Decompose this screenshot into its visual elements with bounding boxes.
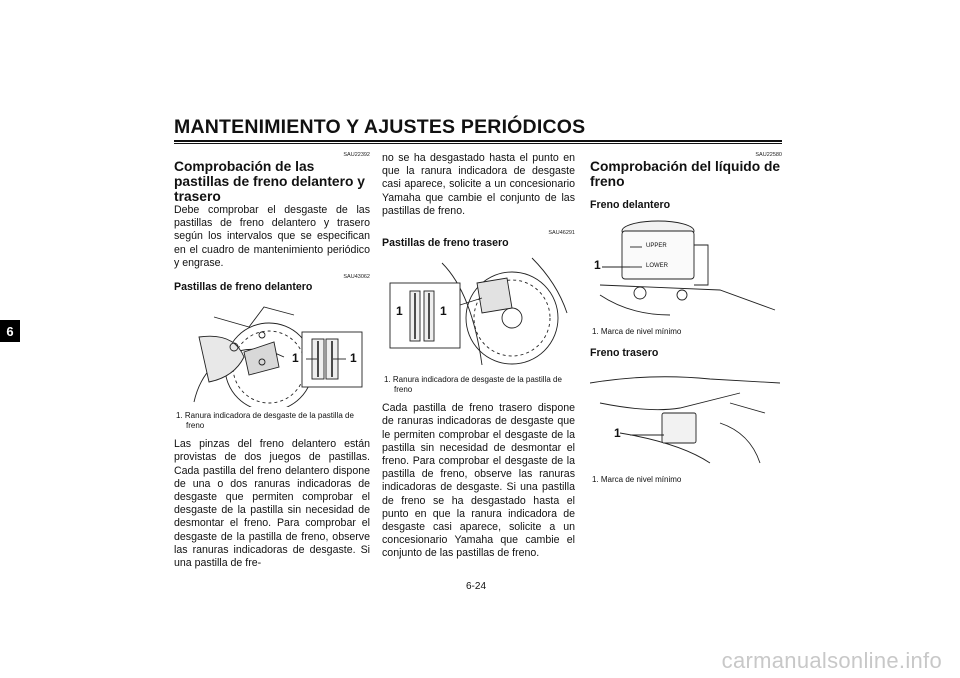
callout-number: 1 <box>292 351 299 366</box>
body-paragraph: Cada pastilla de freno trasero dispone de ranuras indicadoras de desgaste que le permiten comprobar el desgaste de la pastilla sin necesidad de desmontar el freno. Para comprobar el desgaste de la pastilla de freno, observe las ranuras indicadoras de desgaste. Si una pastilla de freno se ha desgastado hasta el punto en que la ranura indicadora de desgaste casi aparece, solicite a un concesionario Yamaha que cambie el conjunto de las pastillas de freno. <box>382 402 575 560</box>
section-code: SAU43062 <box>343 274 370 281</box>
figure-caption: 1. Marca de nivel mínimo <box>592 474 682 484</box>
section-code: SAU46291 <box>548 230 575 237</box>
column-2 <box>382 152 575 561</box>
front-brake-pads-figure <box>174 297 370 407</box>
callout-number: 1 <box>350 351 357 366</box>
rear-reservoir-figure <box>590 363 782 471</box>
callout-number: 1 <box>594 258 601 272</box>
intro-paragraph: Debe comprobar el desgaste de las pastillas de freno delantero y trasero según los intervalos que se especifican en el cuadro de mantenimiento periódico y engrase. <box>174 204 370 269</box>
figure-caption: 1. Ranura indicadora de desgaste de la pastilla de freno <box>176 411 354 430</box>
section-code: SAU22580 <box>755 152 782 158</box>
upper-mark-label: UPPER <box>646 243 667 249</box>
column-3 <box>590 152 782 484</box>
callout-number: 1 <box>396 304 403 319</box>
front-reservoir-figure <box>590 215 782 323</box>
chapter-tab: 6 <box>0 320 20 342</box>
rear-brake-pads-figure <box>382 253 575 371</box>
column-1 <box>174 152 370 570</box>
figure-caption: 1. Ranura indicadora de desgaste de la pastilla de freno <box>384 375 562 394</box>
body-paragraph: Las pinzas del freno delantero están provistas de dos juegos de pastillas. Cada pastilla del freno delantero dispone de una o dos ranuras indicadoras de desgaste que permiten comprobar el desgaste de la pastilla sin necesidad de desmontar el freno. Para comprobar el desgaste de la pastilla de freno, observe las ranuras indicadoras de desgaste. Si una pastilla de fre- <box>174 438 370 570</box>
section-heading: Comprobación del líquido de freno <box>590 159 781 189</box>
watermark: carmanualsonline.info <box>721 648 942 673</box>
rear-reservoir-illustration <box>590 363 782 471</box>
subheading-rear-pads: Pastillas de freno trasero <box>382 237 509 250</box>
section-code: SAU22392 <box>343 152 370 158</box>
rear-caliper-illustration <box>382 253 575 371</box>
subheading-rear-brake: Freno trasero <box>590 346 659 359</box>
subheading-front-brake: Freno delantero <box>590 199 671 211</box>
front-caliper-illustration <box>174 297 370 407</box>
subheading-front-pads: Pastillas de freno delantero <box>174 281 313 294</box>
page-number: 6-24 <box>466 581 487 592</box>
lower-mark-label: LOWER <box>646 263 669 269</box>
continuation-paragraph: no se ha desgastado hasta el punto en que la ranura indicadora de desgaste casi aparece, solicite a un concesionario Yamaha que cambie el conjunto de las pastillas de freno. <box>382 152 575 217</box>
header-rule <box>174 140 782 142</box>
figure-caption: 1. Marca de nivel mínimo <box>592 327 682 336</box>
header-rule-thin <box>174 143 782 144</box>
callout-number: 1 <box>440 304 447 319</box>
front-reservoir-illustration <box>590 215 782 323</box>
callout-number: 1 <box>614 425 621 440</box>
section-heading: Comprobación de las pastillas de freno delantero y trasero <box>174 159 365 204</box>
page-title: MANTENIMIENTO Y AJUSTES PERIÓDICOS <box>174 116 586 138</box>
